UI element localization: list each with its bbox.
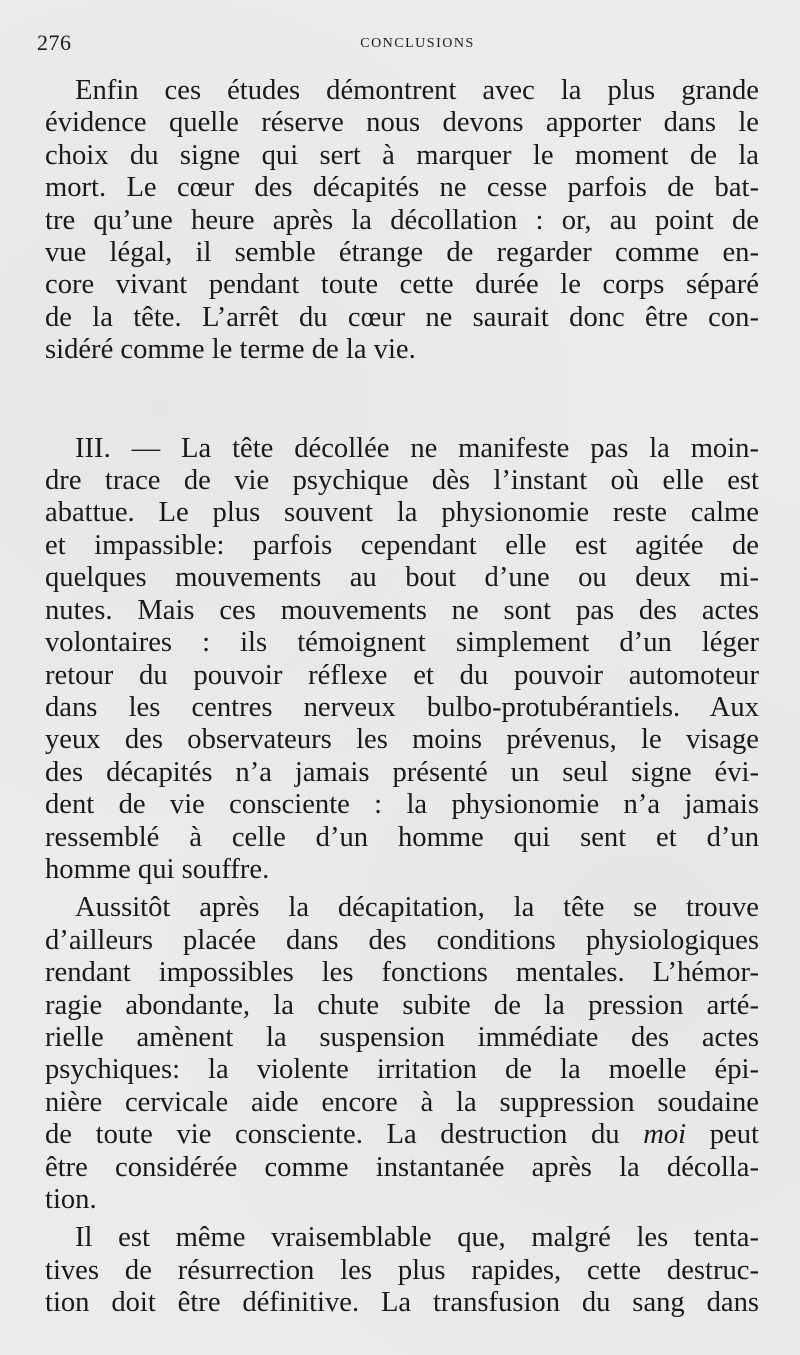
paragraph-1 bbox=[45, 75, 759, 367]
text-span: peut bbox=[686, 1119, 759, 1151]
text-line: yeux des observateurs les moins prévenus, le visage bbox=[45, 724, 759, 756]
text-line: vue légal, il semble étrange de regarder comme en- bbox=[45, 237, 759, 269]
paragraph-2 bbox=[45, 433, 759, 887]
text-line: Aussitôt après la décapitation, la tête se trouve bbox=[75, 892, 759, 924]
text-line: III. — La tête décollée ne manifeste pas la moin- bbox=[75, 432, 759, 464]
text-line: abattue. Le plus souvent la physionomie reste calme bbox=[45, 497, 759, 529]
text-line: ressemblé à celle d’un homme qui sent et d’un bbox=[45, 821, 759, 853]
text-line: tion doit être définitive. La transfusion du sang dans bbox=[45, 1287, 759, 1319]
section-gap bbox=[45, 367, 759, 433]
text-line: évidence quelle réserve nous devons apporter dans le bbox=[45, 107, 759, 139]
text-line: dent de vie consciente : la physionomie n’a jamais bbox=[45, 789, 759, 821]
text-line: rielle amènent la suspension immédiate des actes bbox=[45, 1021, 759, 1053]
text-line: dre trace de vie psychique dès l’instant où elle est bbox=[45, 465, 759, 497]
text-line: et impassible: parfois cependant elle est agitée de bbox=[45, 529, 759, 561]
paragraph-4 bbox=[45, 1222, 759, 1319]
running-head bbox=[37, 30, 758, 64]
text-line: rendant impossibles les fonctions mentales. L’hémor- bbox=[45, 957, 759, 989]
running-title: CONCLUSIONS bbox=[360, 36, 475, 51]
text-line-with-italic bbox=[45, 1119, 759, 1151]
text-line: des décapités n’a jamais présenté un seul signe évi- bbox=[45, 756, 759, 788]
page-number: 276 bbox=[37, 30, 72, 55]
text-line: quelques mouvements au bout d’une ou deux mi- bbox=[45, 562, 759, 594]
paragraph-3 bbox=[45, 892, 759, 1216]
text-line: psychiques: la violente irritation de la moelle épi- bbox=[45, 1054, 759, 1086]
text-line: Enfin ces études démontrent avec la plus grande bbox=[75, 75, 759, 106]
text-line: être considérée comme instantanée après la décolla- bbox=[45, 1151, 759, 1183]
text-line: core vivant pendant toute cette durée le corps séparé bbox=[45, 269, 759, 301]
text-line: homme qui souffre. bbox=[45, 853, 270, 885]
text-line: choix du signe qui sert à marquer le moment de la bbox=[45, 139, 759, 171]
text-line: de la tête. L’arrêt du cœur ne saurait donc être con- bbox=[45, 301, 759, 333]
text-line: tion. bbox=[45, 1184, 97, 1215]
text-line: nutes. Mais ces mouvements ne sont pas des actes bbox=[45, 594, 759, 626]
text-line: tives de résurrection les plus rapides, cette destruc- bbox=[45, 1254, 759, 1286]
text-line: d’ailleurs placée dans des conditions physiologiques bbox=[45, 924, 759, 956]
text-line: nière cervicale aide encore à la suppression soudaine bbox=[45, 1086, 759, 1118]
text-line: dans les centres nerveux bulbo-protubérantiels. Aux bbox=[45, 691, 759, 723]
text-line: mort. Le cœur des décapités ne cesse parfois de bat- bbox=[45, 172, 759, 204]
text-line: retour du pouvoir réflexe et du pouvoir automoteur bbox=[45, 659, 759, 691]
text-line: sidéré comme le terme de la vie. bbox=[45, 334, 416, 366]
text-line: ragie abondante, la chute subite de la pression arté- bbox=[45, 989, 759, 1021]
text-line: tre qu’une heure après la décollation : or, au point de bbox=[45, 204, 759, 236]
body-text bbox=[45, 75, 759, 1320]
text-line: Il est même vraisemblable que, malgré les tenta- bbox=[75, 1222, 759, 1254]
italic-word: moi bbox=[643, 1119, 687, 1151]
text-span: de toute vie consciente. La destruction du bbox=[45, 1119, 644, 1151]
text-line: volontaires : ils témoignent simplement d’un léger bbox=[45, 627, 759, 659]
